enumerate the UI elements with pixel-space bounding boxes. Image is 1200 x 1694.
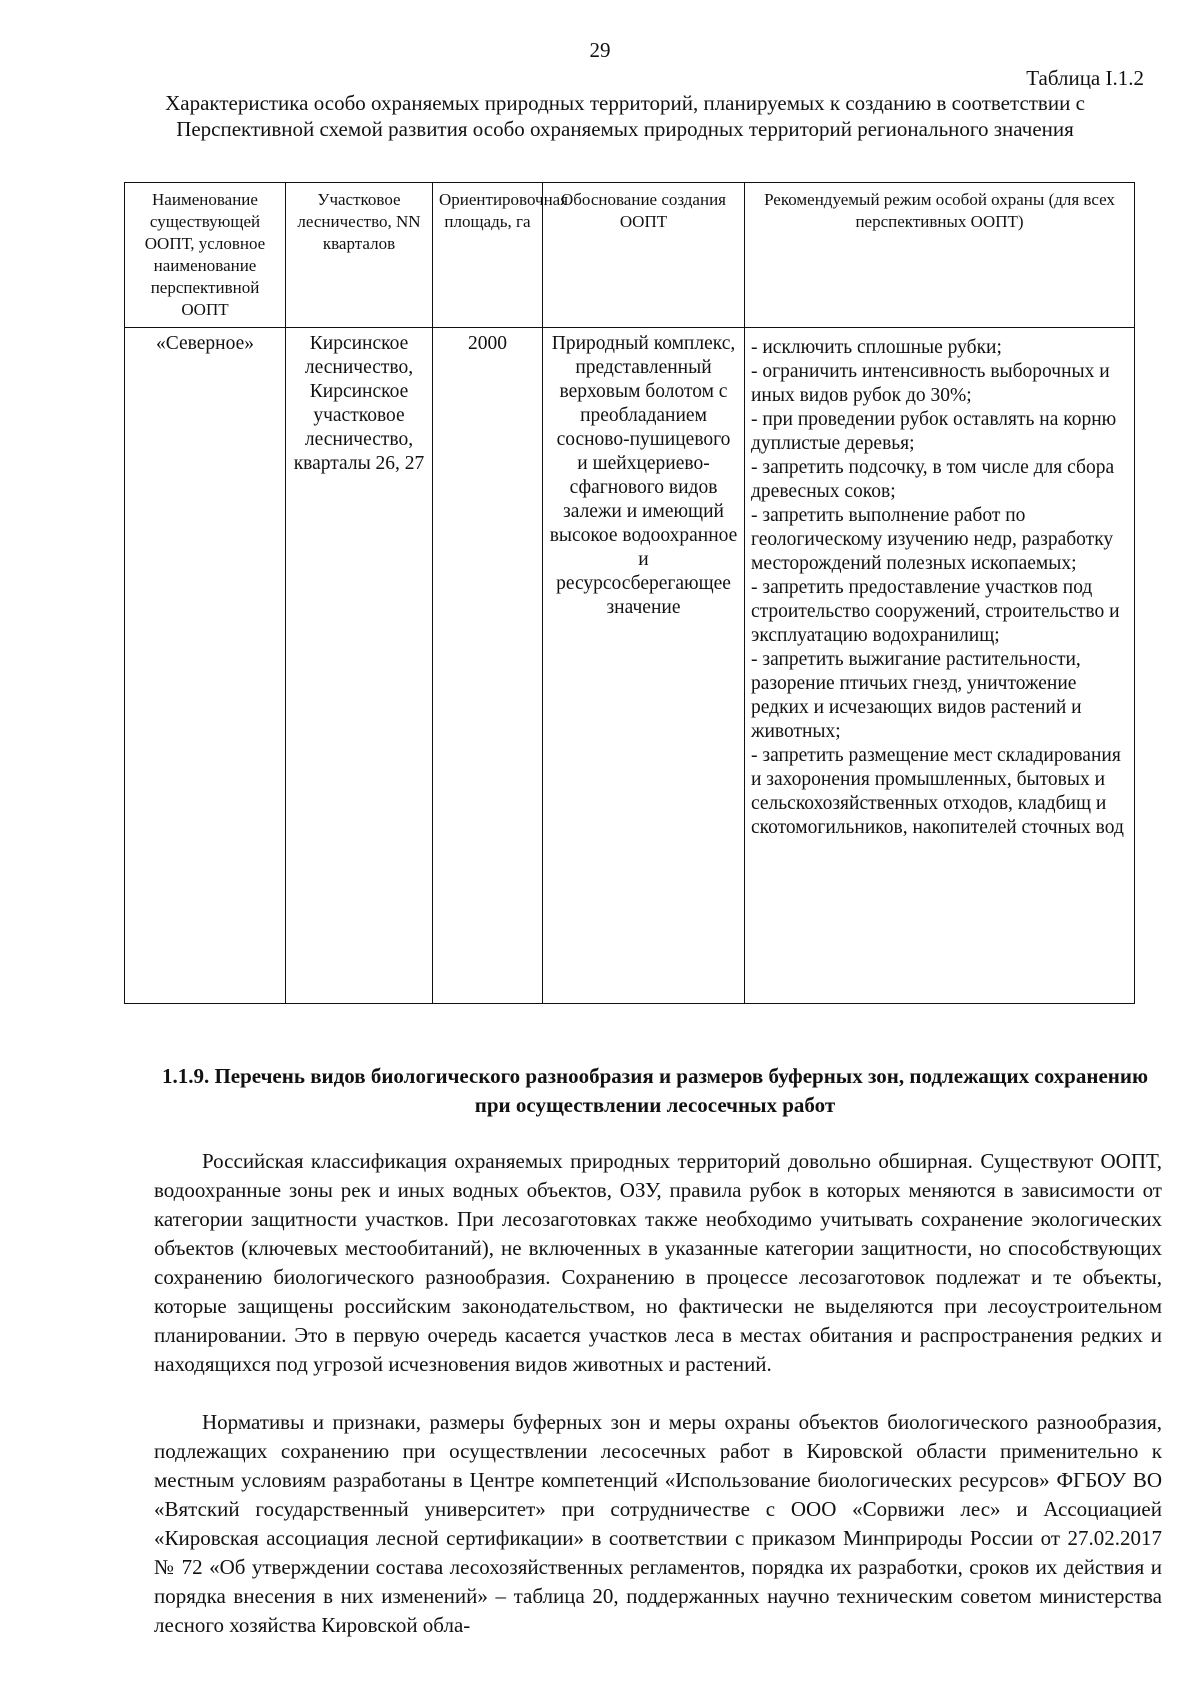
table-header-row	[125, 183, 1135, 328]
regime-item: - запретить выжигание растительности, разорение птичьих гнезд, уничтожение редких и исчезающих видов растений и животных;	[751, 649, 1082, 742]
regime-item: - запретить размещение мест складирования и захоронения промышленных, бытовых и сельскохозяйственных отходов, кладбищ и скотомогильников, накопителей сточных вод	[751, 745, 1124, 838]
regime-item: - запретить подсочку, в том числе для сбора древесных соков;	[751, 457, 1115, 502]
cell-name: «Северное»	[125, 328, 286, 1004]
section-heading: 1.1.9. Перечень видов биологического разнообразия и размеров буферных зон, подлежащих сохранению при осуществлении лесосечных работ	[161, 1064, 1149, 1117]
header-justification: Обоснование создания ООПТ	[543, 183, 745, 328]
cell-regime	[745, 328, 1135, 1004]
regime-item: - ограничить интенсивность выборочных и иных видов рубок до 30%;	[751, 361, 1110, 406]
regime-item: - исключить сплошные рубки;	[751, 337, 1002, 358]
header-name: Наименование существующей ООПТ, условное наименование перспективной ООПТ	[125, 183, 286, 328]
page-number: 29	[589, 38, 611, 62]
cell-area: 2000	[433, 328, 543, 1004]
header-regime: Рекомендуемый режим особой охраны (для всех перспективных ООПТ)	[745, 183, 1135, 328]
table-label: Таблица I.1.2	[1026, 66, 1144, 90]
protected-areas-table	[124, 182, 1135, 1004]
regime-item: - запретить предоставление участков под строительство сооружений, строительство и эксплуатацию водохранилищ;	[751, 577, 1120, 646]
header-forestry: Участковое лесничество, NN кварталов	[286, 183, 433, 328]
body-paragraph: Нормативы и признаки, размеры буферных зон и меры охраны объектов биологического разнообразия, подлежащих сохранению при осуществлении лесосечных работ в Кировской области применительно к местным условиям разработаны в Центре компетенций «Использование биологических ресурсов» ФГБОУ ВО «Вятский государственный университет» при сотрудничестве с ООО «Сорвижи лес» и Ассоциацией «Кировская ассоциация лесной сертификации» в соответствии с приказом Минприроды России от 27.02.2017 № 72 «Об утверждении состава лесохозяйственных регламентов, порядка их разработки, сроков их действия и порядка внесения в них изменений» – таблица 20, поддержанных научно техническим советом министерства лесного хозяйства Кировской обла-	[154, 1410, 1162, 1637]
cell-forestry: Кирсинское лесничество, Кирсинское участковое лесничество, кварталы 26, 27	[286, 328, 433, 1004]
regime-item: - запретить выполнение работ по геологическому изучению недр, разработку месторождений полезных ископаемых;	[751, 505, 1114, 574]
table-caption: Характеристика особо охраняемых природных территорий, планируемых к созданию в соответствии с Перспективной схемой развития особо охраняемых природных территорий регионального значения	[165, 91, 1085, 141]
cell-justification: Природный комплекс, представленный верховым болотом с преобладанием сосново-пушицевого и шейхцериево-сфагнового видов залежи и имеющий высокое водоохранное и ресурсосберегающее значение	[543, 328, 745, 1004]
regime-item: - при проведении рубок оставлять на корню дуплистые деревья;	[751, 409, 1117, 454]
body-paragraph: Российская классификация охраняемых природных территорий довольно обширная. Существуют ООПТ, водоохранные зоны рек и иных водных объектов, ОЗУ, правила рубок в которых меняются в зависимости от категории защитности участков. При лесозаготовках также необходимо учитывать сохранение экологических объектов (ключевых местообитаний), не включенных в указанные категории защитности, но способствующих сохранению биологического разнообразия. Сохранению в процессе лесозаготовок подлежат и те объекты, которые защищены российским законодательством, но фактически не выделяются при лесоустроительном планировании. Это в первую очередь касается участков леса в местах обитания и распространения редких и находящихся под угрозой исчезновения видов животных и растений.	[154, 1149, 1162, 1376]
table-row	[125, 328, 1135, 1004]
header-area: Ориентировочная площадь, га	[433, 183, 543, 328]
